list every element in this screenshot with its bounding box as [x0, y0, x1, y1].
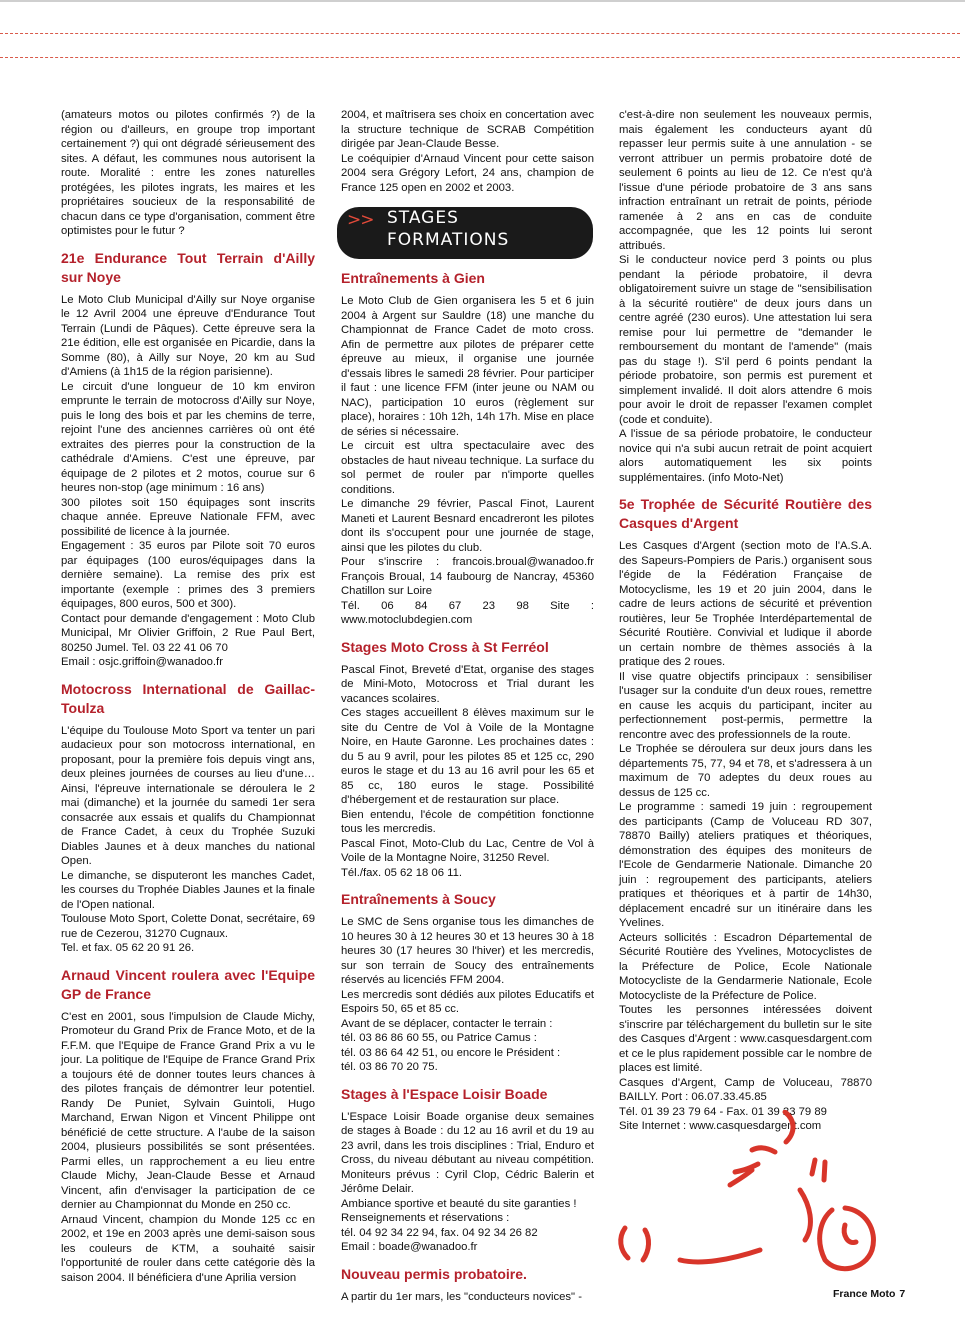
banner-line-2: FORMATIONS: [387, 230, 510, 250]
page-footer: [833, 1288, 905, 1300]
email-line: Email : osjc.griffoin@wanadoo.fr: [61, 656, 223, 668]
paragraph: Tél. 06 84 67 23 98 Site : www.motoclubdegien.com: [341, 599, 594, 626]
paragraph: Contact pour demande d'engagement : Moto Club Municipal, Mr Olivier Griffoin, 2 Rue Paul Bert, 80250 Jumel. Tel. 03 22 41 06 70: [61, 612, 315, 654]
paragraph: (amateurs motos ou pilotes confirmés ?) de la région ou d'ailleurs, en groupe trop important certainement ?) qui ont dégradé sérieusement des sites. A défaut, les communes nous autorisent la route. Moralité : entre les zones naturelles protégées, les pilotes ingrats, les maires et les propriétaires soucieux de la responsabilité de chacun dans ce type d'organisation, comment être optimistes pour le futur ?: [61, 109, 315, 237]
paragraph: Tel. et fax. 05 62 20 91 26.: [61, 942, 195, 954]
paragraph: tél. 03 86 86 60 55, ou Patrice Camus :: [341, 1032, 537, 1044]
col1-intro: [61, 108, 315, 239]
column-1: [61, 108, 315, 1285]
dashed-rule-top: [0, 33, 960, 34]
magazine-name: France Moto: [833, 1288, 896, 1300]
paragraph: Arnaud Vincent, champion du Monde 125 cc en 2002, et 19e en 2003 après une demi-saison sous les couleurs de KTM, a souhaité saisir l'opportunité de rouler dans cette catégorie dès la saison 2004. Il bénéficiera d'une Aprilia version: [61, 1213, 315, 1284]
paragraph: Le dimanche 29 février, Pascal Finot, Laurent Maneti et Laurent Besnard encadreront les pilotes dont ils s'occupent pour une journée de stage, ainsi que les pilotes du club.: [341, 498, 594, 554]
paragraph: Engagement : 35 euros par Pilote soit 70 euros par équipages (100 euros/équipages dans la dernière semaine). La remise des prix est importante (exemple : primes des 3 premiers équipages, 800 euros, 500 et 300).: [61, 540, 315, 610]
paragraph: L'Espace Loisir Boade organise deux semaines de stages à Boade : du 12 au 16 avril et du 19 au 23 avril, dans les trois disciplines : Trial, Enduro et Cross, du niveau débutant au niveau compétition. Moniteurs prévus : Cyril Clop, Cédric Balerin et Jérôme Delair.: [341, 1110, 594, 1195]
paragraph: Si le conducteur novice perd 3 points ou plus pendant la période probatoire, il devra obligatoirement suivre un stage de "sensibilisation à la sécurité routière" de deux jours dans un centre agréé (230 euros). Une attestation lui sera remise pour lui permettre de "demander le remboursement du montant de l'amende" (mais pas du stage !). S'il perd 6 points pendant la période probatoire, son permis est purement et simplement invalidé. Il doit alors attendre 6 mois pour avoir le droit de repasser l'examen complet (code et conduite).: [619, 254, 872, 426]
paragraph: Site Internet : www.casquesdargent.com: [619, 1120, 822, 1132]
paragraph: Le SMC de Sens organise tous les dimanches de 10 heures 30 à 12 heures 30 et 13 heures 30 à 18 heures 30 (17 heures 30 l'hiver) et les mercredis, sur son terrain de Soucy des entraînements réservés au licenciés FFM 2004.: [341, 916, 594, 986]
paragraph: Le Moto Club de Gien organisera les 5 et 6 juin 2004 à Argent sur Sauldre (18) une manche du Championnat de France Cadet de moto cross. Afin de permettre aux pilotes de préparer cette épreuve au mieux, il organise une journée d'essais libres le samedi 28 février. Pour participer il faut : une licence FFM (inter jeune ou NAM ou NAC), participation 10 euros (règlement sur place), horaires : 10h 12h, 14h 17h. Mise en place de séries si nécessaire.: [341, 295, 594, 438]
column-3: [619, 108, 872, 1134]
paragraph: 300 pilotes soit 150 équipages sont inscrits chaque année. Epreuve Nationale FFM, avec possibilité de licence à la journée.: [61, 496, 315, 538]
heading-st-ferreol: Stages Moto Cross à St Ferréol: [341, 638, 549, 655]
heading-gien: Entraînements à Gien: [341, 270, 485, 286]
paragraph: Le coéquipier d'Arnaud Vincent pour cette saison 2004 sera Grégory Lefort, 24 ans, champion de France 125 open en 2002 et 2003.: [341, 152, 594, 194]
dashed-rule-bottom: [0, 57, 960, 58]
paragraph: Il vise quatre objectifs principaux : sensibiliser l'usager sur la conduite d'un deux roues, remettre en cause les acquis du participant, inciter au perfectionnement post-permis, permettre la rencontre avec des professionnels de la route.: [619, 670, 872, 741]
paragraph: Les Casques d'Argent (section moto de l'A.S.A. des Sapeurs-Pompiers de Paris.) organisent sous l'égide de la Fédération Française de Motocyclisme, les 19 et 20 juin 2004, dans le cadre de leurs actions de sécurité et prévention routières, leur 5e Trophée Interdépartemental de Sécurité Routière. Convivial et ludique il aborde un certain nombre de thèmes associés à la pratique des 2 roues.: [619, 540, 872, 668]
paragraph: L'équipe du Toulouse Moto Sport va tenter un pari audacieux pour son motocross international, en proposant, pour la première fois depuis vingt ans, deux pleines journées de courses au lieu d'une… Ainsi, l'épreuve internationale se déroulera le 2 mai (dimanche) et la journée du samedi 1er sera consacrée aux essais et qualifs du Championnat de France Cadet, à ceux du Trophée Suzuki Diables Jaunes et à deux manches du national Open.: [61, 724, 315, 867]
paragraph: Le dimanche, se disputeront les manches Cadet, les courses du Trophée Diables Jaunes et la finale de l'Open national.: [61, 869, 315, 911]
double-arrow-icon: >>: [347, 210, 374, 230]
top-rule: [0, 0, 965, 2]
banner-line-1: STAGES: [387, 208, 459, 228]
paragraph: c'est-à-dire non seulement les nouveaux permis, mais également les conducteurs ayant dû repasser leur permis suite à une annulation - se verront attribuer un permis probatoire doté de seulement 6 points au lieu de 12. Ce n'est qu'à l'issue d'une période probatoire de 3 ans sans infraction entraînant un retrait de points, période ramenée à 2 ans en cas de conduite accompagnée, que les 12 points lui seront attribués.: [619, 109, 872, 252]
paragraph: Le circuit est ultra spectaculaire avec des obstacles de haut niveau technique. La surface du sol permet de rouler par n'importe quelles conditions.: [341, 440, 594, 496]
paragraph: Acteurs sollicités : Escadron Départemental de Sécurité Routière des Yvelines, Motocyclistes de la Préfecture de Police, Ecole Nationale Motocycliste de la Gendarmerie Nationale, Ecole Motocycliste de la Préfecture de Police.: [619, 931, 872, 1002]
column-2: [341, 108, 594, 1304]
paragraph: C'est en 2001, sous l'impulsion de Claude Michy, Promoteur du Grand Prix de France Moto, et de la F.F.M. que l'Equipe de France Grand Prix a vu le jour. La politique de l'Equipe de France Grand Prix a toujours été de donner toutes leurs chances à des pilotes français de démontrer leur potentiel. Randy De Puniet, Sylvain Guintoli, Hugo Marchand, Erwan Nigon et Vincent Philippe ont bénéficié de cette structure. A l'aube de la saison 2004, plusieurs possibilités se sont présentées. Parmi elles, un rapprochement a eu lieu entre Claude Michy, Jean-Claude Besse et Arnaud Vincent, afin d'envisager la participation de ce dernier au Championnat du Monde en 250 cc.: [61, 1010, 315, 1211]
paragraph: Renseignements et réservations :: [341, 1212, 510, 1224]
paragraph: tél. 03 86 64 42 51, ou encore le Président :: [341, 1046, 561, 1059]
heading-motocross-gaillac: Motocross International de Gaillac-Toulza: [61, 680, 315, 716]
paragraph: Bien entendu, l'école de compétition fonctionne tous les mercredis.: [341, 808, 594, 835]
paragraph: tél. 03 86 70 20 75.: [341, 1061, 438, 1073]
paragraph: Le Trophée se déroulera sur deux jours dans les départements 75, 77, 94 et 78, et s'adressera à un maximum de 70 adeptes du deux roues au dessus de 125 cc.: [619, 743, 872, 799]
heading-endurance-ailly: 21e Endurance Tout Terrain d'Ailly sur Noye: [61, 249, 315, 285]
paragraph: Le programme : samedi 19 juin : regroupement des participants (Camp de Voluceau RD 307, 78870 Bailly) ateliers pratiques et théoriques, démonstration des équipes des moniteurs de l'Ecole de Gendarmerie Nationale. Dimanche 20 juin : regroupement des participants, ateliers pratiques et théoriques et à partir de 14h30, déplacement encadré sur un itinéraire dans les Yvelines.: [619, 801, 872, 929]
paragraph: Les mercredis sont dédiés aux pilotes Educatifs et Espoirs 50, 65 et 85 cc.: [341, 988, 594, 1015]
paragraph: Toutes les personnes intéressées doivent s'inscrire par téléchargement du bulletin sur le site des Casques d'Argent : www.casquesdargent.com et ce le plus rapidement possible car le nombre de places est limité.: [619, 1004, 872, 1074]
paragraph: A l'issue de sa période probatoire, le conducteur novice qui n'a subi aucun retrait de point acquiert alors automatiquement les six points supplémentaires. (info Moto-Net): [619, 428, 872, 484]
paragraph: Pascal Finot, Breveté d'Etat, organise des stages de Mini-Moto, Motocross et Trial durant les vacances scolaires.: [341, 663, 594, 705]
stages-formations-banner: [337, 207, 593, 259]
heading-arnaud-vincent: Arnaud Vincent roulera avec l'Equipe GP de France: [61, 966, 315, 1002]
heading-soucy: Entraînements à Soucy: [341, 891, 496, 907]
paragraph: Toulouse Moto Sport, Colette Donat, secrétaire, 69 rue de Cezerou, 31270 Cugnaux.: [61, 913, 315, 940]
paragraph: Ambiance sportive et beauté du site garanties !: [341, 1197, 577, 1210]
heading-trophee-casques-argent: 5e Trophée de Sécurité Routière des Casques d'Argent: [619, 496, 872, 531]
paragraph: Avant de se déplacer, contacter le terrain :: [341, 1017, 553, 1030]
paragraph: Le Moto Club Municipal d'Ailly sur Noye organise le 12 Avril 2004 une épreuve d'Endurance Tout Terrain (Lundi de Pâques). Cette épreuve sera la 21e édition, elle est organisée en Picardie, dans la Somme (80), à Ailly sur Noye, 20 km au Sud d'Amiens (à 1h15 de la région parisienne).: [61, 293, 315, 378]
heading-permis-probatoire: Nouveau permis probatoire.: [341, 1265, 527, 1282]
paragraph: A partir du 1er mars, les "conducteurs novices" -: [341, 1290, 582, 1303]
heading-espace-loisir-boade: Stages à l'Espace Loisir Boade: [341, 1085, 548, 1102]
paragraph: Pascal Finot, Moto-Club du Lac, Centre de Vol à Voile de la Montagne Noire, 31250 Revel.: [341, 837, 594, 864]
paragraph: Le circuit d'une longueur de 10 km environ emprunte le terrain de motocross d'Ailly sur Noye, puis le long des bois et par les chemins de terre, rejoint l'une des anciennes carrières où ont été extraites des pierres pour la construction de la cathédrale d'Amiens. C'est une épreuve, par équipage de 2 pilotes et 2 motos, courue sur 6 heures non-stop (age minimum : 16 ans): [61, 380, 315, 494]
paragraph: 2004, et maîtrisera ses choix en concertation avec la structure technique de SCRAB Compétition dirigée par Jean-Claude Besse.: [341, 109, 594, 150]
page-number: 7: [899, 1288, 906, 1300]
paragraph: Email : boade@wanadoo.fr: [341, 1241, 478, 1253]
paragraph: Pour s'inscrire : francois.broual@wanadoo.fr François Broual, 14 faubourg de Nancray, 45360 Chatillon sur Loire: [341, 556, 594, 597]
paragraph: Casques d'Argent, Camp de Voluceau, 78870 BAILLY. Port : 06.07.33.45.85: [619, 1076, 872, 1103]
paragraph: Tél. 01 39 23 79 64 - Fax. 01 39 23 79 89: [619, 1105, 827, 1118]
paragraph: Ces stages accueillent 8 élèves maximum sur le site du Centre de Vol à Voile de la Montagne Noire, en Haute Garonne. Les prochaines dates : du 5 au 9 avril, pour les pilotes 85 et 125 cc, 290 euros le stage et du 13 au 16 avril pour les 65 et 85 cc, 180 euros le stage. Possibilité d'hébergement et de restauration sur place.: [341, 707, 594, 806]
paragraph: tél. 04 92 34 22 94, fax. 04 92 34 26 82: [341, 1226, 538, 1239]
paragraph: Tél./fax. 05 62 18 06 11.: [341, 866, 463, 879]
